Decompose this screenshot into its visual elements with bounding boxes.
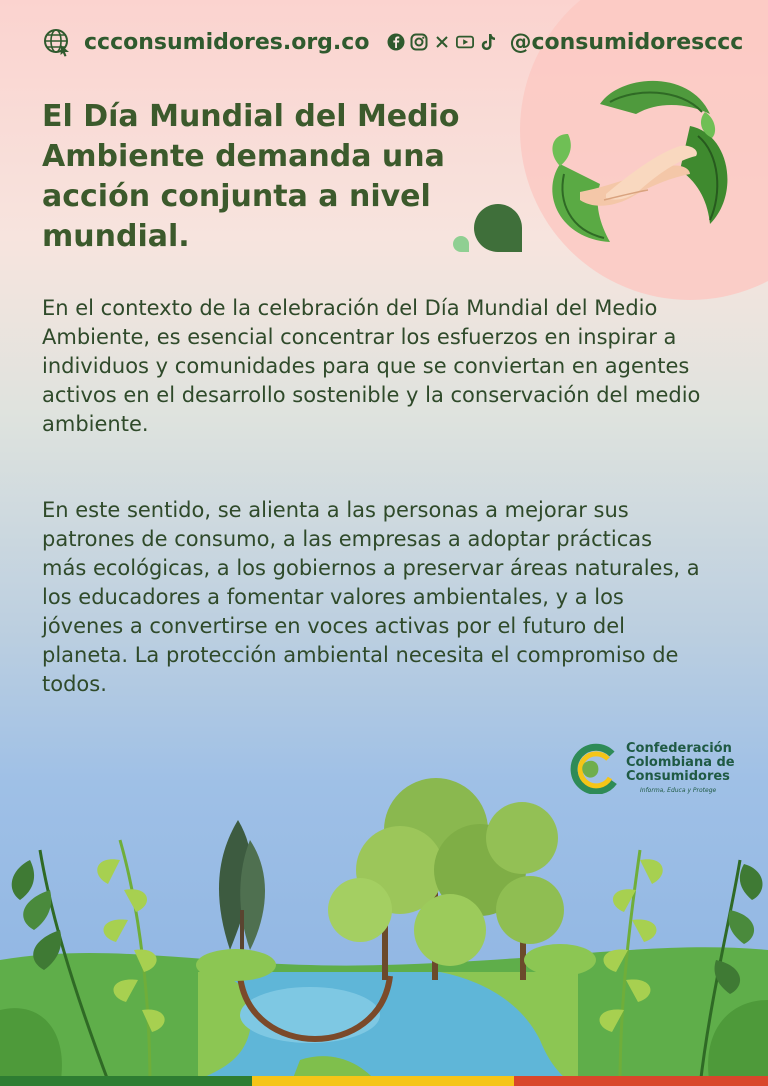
facebook-icon[interactable] [387,33,405,51]
paragraph-2: En este sentido, se alienta a las personas a mejorar sus patrones de consumo, a las empresas a adoptar prácticas más ecológicas, a los gobiernos a preservar áreas naturales, a los educadores a fomentar valores ambientales, y a los jóvenes a convertirse en voces activas por el futuro del planeta. La protección ambiental necesita el compromiso de todos. [42,498,700,696]
bottom-stripe-green [0,1076,252,1086]
social-handle[interactable]: @consumidoresccc [509,29,744,55]
header-bar [42,24,743,60]
instagram-icon[interactable] [410,33,428,51]
website-link[interactable]: ccconsumidores.org.co [84,29,370,55]
nature-globe-illustration [0,760,768,1086]
decorative-dot [453,236,469,252]
recycle-hands-illustration [540,74,740,246]
logo-line-2: Colombiana de [626,755,735,770]
decorative-leaf-shape [474,204,522,252]
tiktok-icon[interactable] [479,33,497,51]
paragraph-1: En el contexto de la celebración del Día Mundial del Medio Ambiente, es esencial concentrar los esfuerzos en inspirar a individuos y comunidades para que se conviertan en agentes activos en el desarrollo sostenible y la conservación del medio ambiente. [42,296,701,436]
x-icon[interactable] [433,33,451,51]
page-title: El Día Mundial del Medio Ambiente demanda una acción conjunta a nivel mundial. [42,99,460,254]
youtube-icon[interactable] [456,33,474,51]
logo-line-1: Confederación [626,741,732,756]
social-icons [387,33,497,51]
bottom-stripe-red [514,1076,768,1086]
globe-icon [42,27,72,57]
logo-line-3: Consumidores [626,769,730,784]
logo-tagline: Informa, Educa y Protege [640,787,717,794]
bottom-stripe-yellow [252,1076,514,1086]
